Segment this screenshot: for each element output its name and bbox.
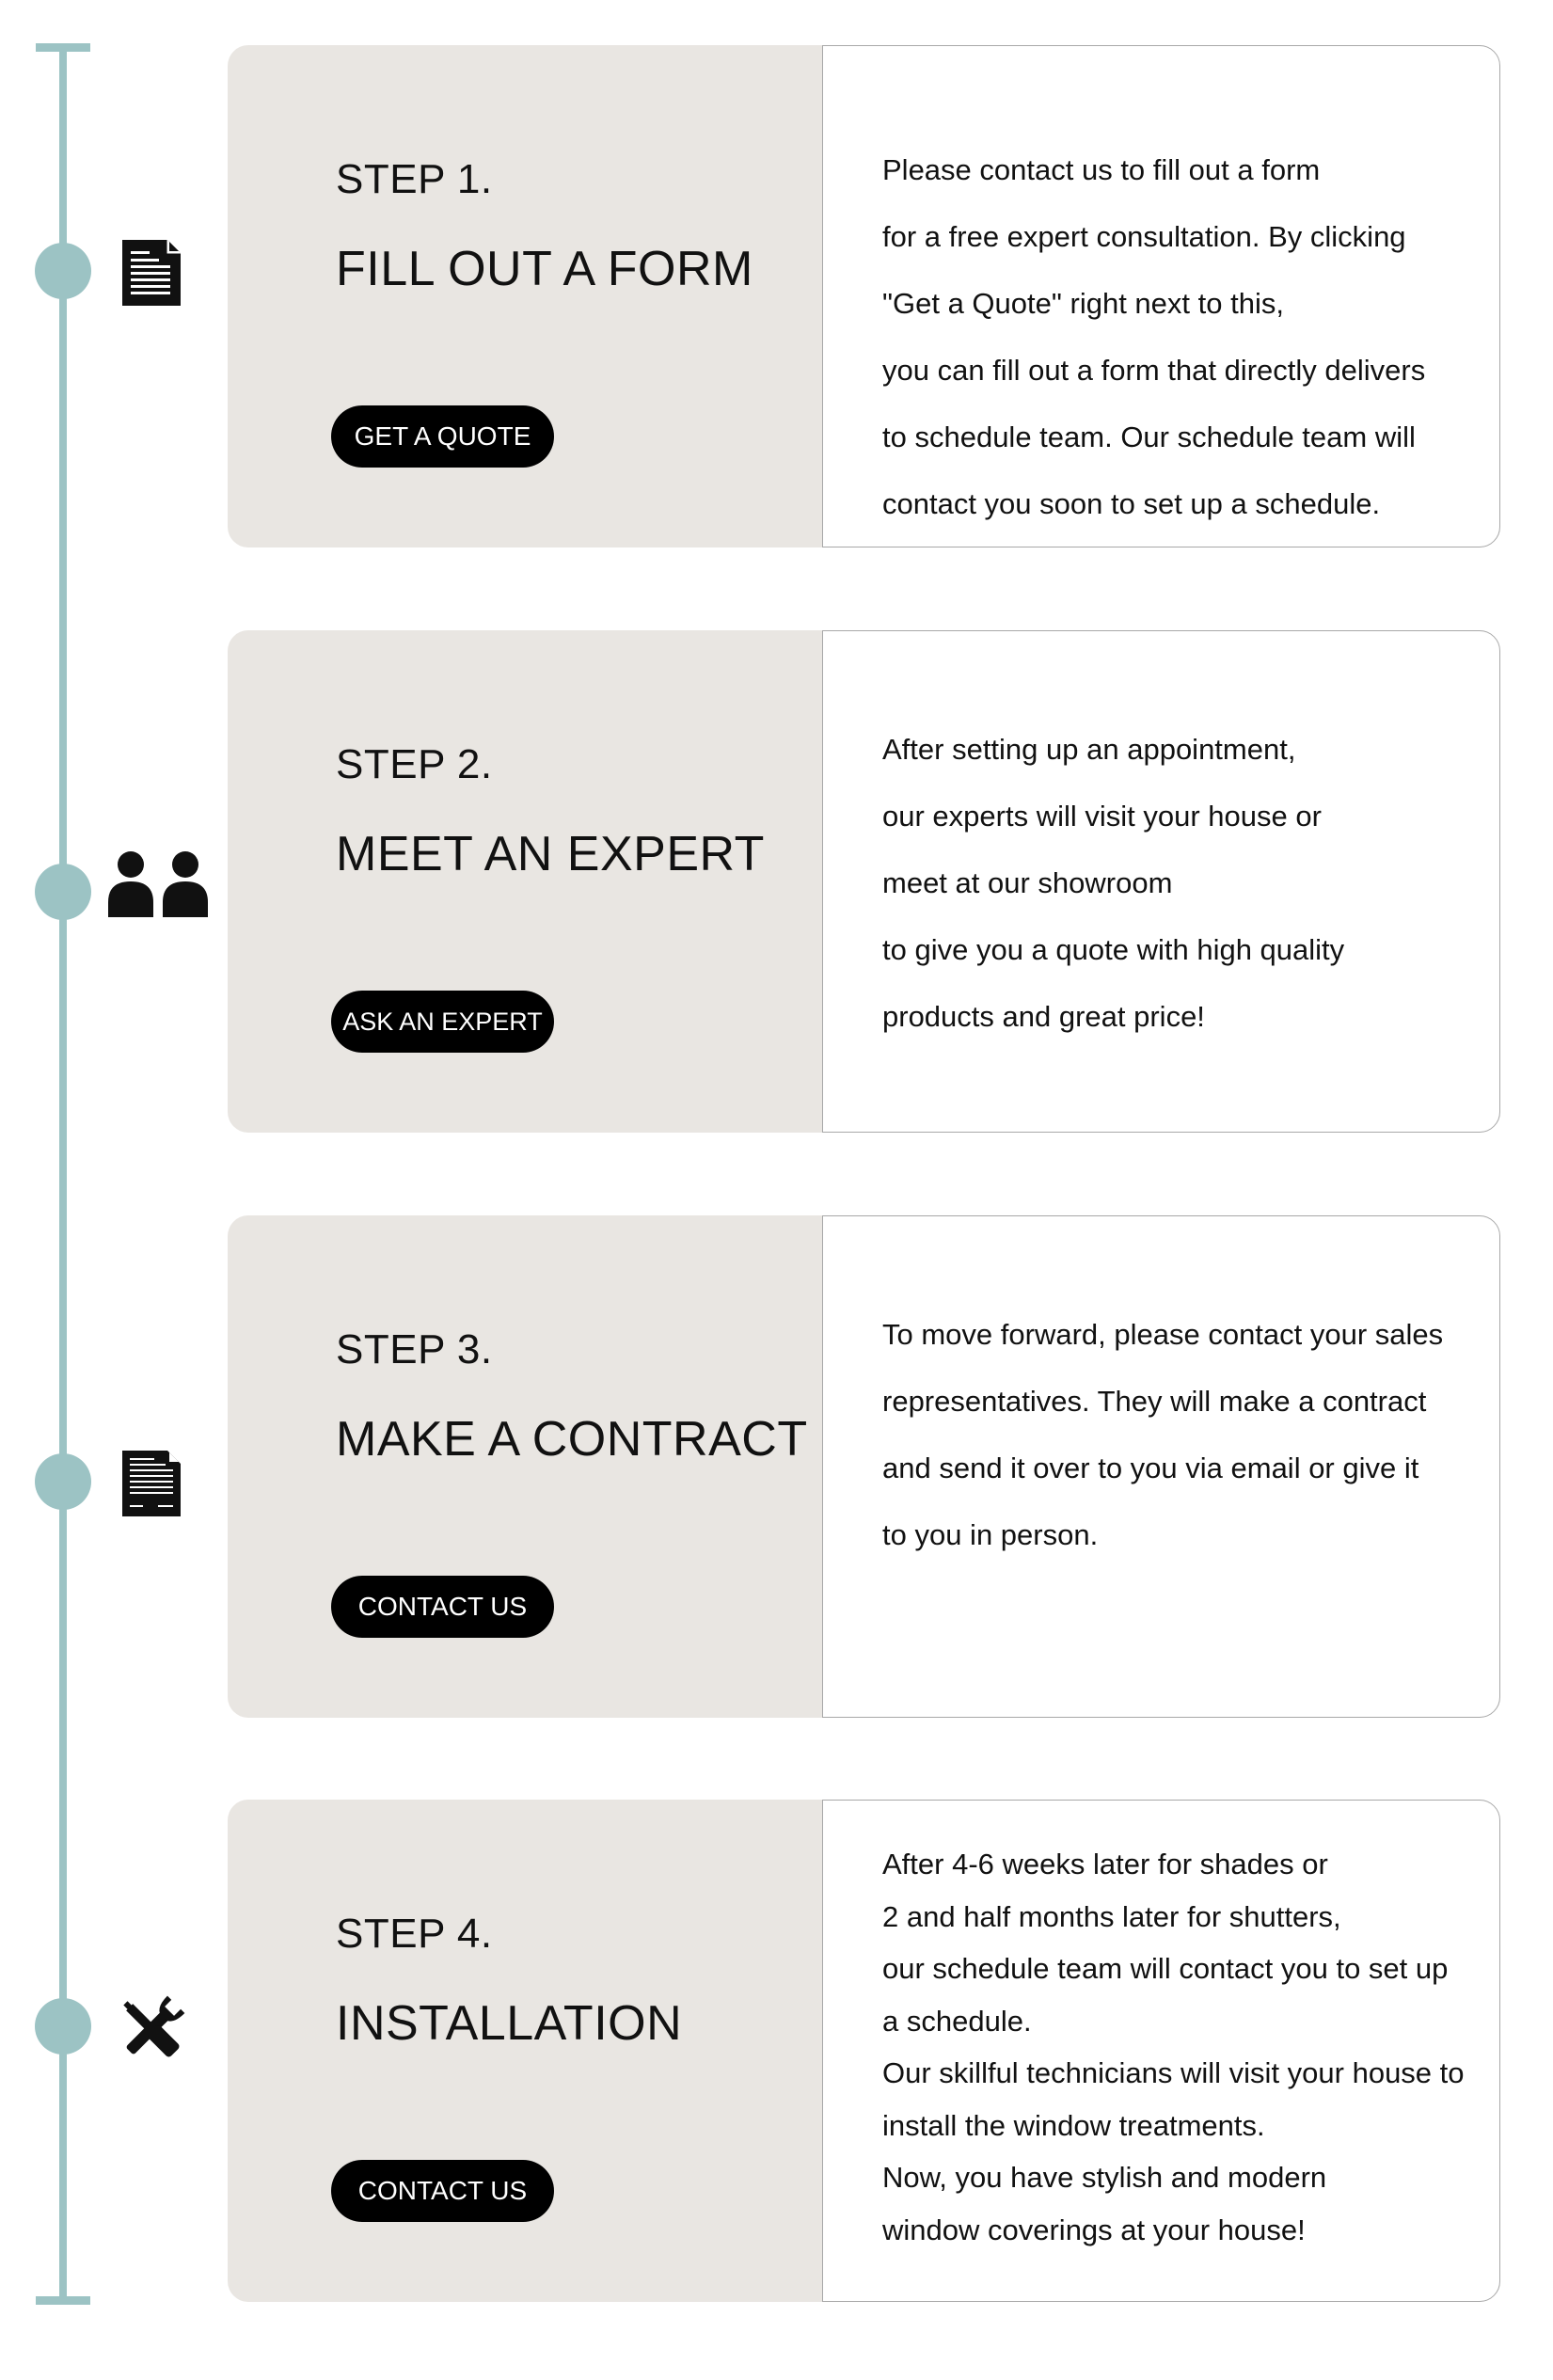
description-line: After 4-6 weeks later for shades or: [882, 1848, 1328, 1880]
step-description: [882, 1838, 1490, 2256]
step-description: [882, 716, 1490, 1050]
description-line: "Get a Quote" right next to this,: [882, 287, 1284, 320]
step-card-4-description-panel: [822, 1800, 1500, 2302]
timeline-dot-step-4: [35, 1998, 91, 2055]
step-card-2-description-panel: [822, 630, 1500, 1133]
step-label: STEP 3.: [336, 1326, 493, 1372]
step-card-3: [228, 1215, 1500, 1718]
description-line: our schedule team will contact you to set up: [882, 1952, 1449, 1985]
timeline-bottom-cap: [36, 2296, 90, 2305]
timeline-dot-step-3: [35, 1453, 91, 1510]
description-line: contact you soon to set up a schedule.: [882, 487, 1381, 520]
step-title: INSTALLATION: [336, 1996, 683, 2051]
description-line: Please contact us to fill out a form: [882, 153, 1321, 186]
description-line: and send it over to you via email or give it: [882, 1452, 1419, 1484]
description-line: you can fill out a form that directly delivers: [882, 354, 1426, 387]
get-a-quote-button[interactable]: GET A QUOTE: [331, 405, 554, 468]
description-line: our experts will visit your house or: [882, 800, 1322, 833]
description-line: products and great price!: [882, 1000, 1205, 1033]
contract-icon: [122, 1451, 181, 1516]
tools-icon: [115, 1992, 188, 2066]
step-card-1: [228, 45, 1500, 547]
description-line: To move forward, please contact your sales: [882, 1318, 1444, 1351]
timeline-dot-step-1: [35, 243, 91, 299]
timeline-dot-step-2: [35, 864, 91, 920]
description-line: install the window treatments.: [882, 2108, 1265, 2142]
step-card-4: [228, 1800, 1500, 2302]
description-line: for a free expert consultation. By clicking: [882, 220, 1406, 253]
description-line: to schedule team. Our schedule team will: [882, 420, 1416, 453]
description-line: 2 and half months later for shutters,: [882, 1899, 1341, 1933]
description-line: window coverings at your house!: [882, 2213, 1306, 2246]
description-line: to give you a quote with high quality: [882, 933, 1345, 966]
step-card-1-description-panel: [822, 45, 1500, 547]
description-line: Now, you have stylish and modern: [882, 2161, 1327, 2194]
document-icon: [122, 240, 181, 306]
people-icon: [108, 849, 208, 917]
description-line: representatives. They will make a contract: [882, 1385, 1427, 1418]
step-card-2-left-panel: [228, 630, 822, 1133]
timeline-top-cap: [36, 43, 90, 52]
step-title: FILL OUT A FORM: [336, 242, 753, 296]
step-label: STEP 1.: [336, 156, 493, 202]
description-line: to you in person.: [882, 1518, 1099, 1551]
step-label: STEP 2.: [336, 741, 493, 787]
step-title: MEET AN EXPERT: [336, 827, 765, 881]
contact-us-button[interactable]: CONTACT US: [331, 2160, 554, 2222]
step-card-4-left-panel: [228, 1800, 822, 2302]
contact-us-button[interactable]: CONTACT US: [331, 1576, 554, 1638]
step-card-3-left-panel: [228, 1215, 822, 1718]
description-line: Our skillful technicians will visit your house to: [882, 2056, 1465, 2089]
description-line: meet at our showroom: [882, 866, 1173, 899]
step-label: STEP 4.: [336, 1911, 493, 1957]
step-card-2: [228, 630, 1500, 1133]
ask-an-expert-button[interactable]: ASK AN EXPERT: [331, 991, 554, 1053]
timeline-line: [59, 47, 67, 2305]
description-line: a schedule.: [882, 2004, 1032, 2038]
step-card-3-description-panel: [822, 1215, 1500, 1718]
step-title: MAKE A CONTRACT: [336, 1412, 808, 1467]
step-description: [882, 136, 1490, 537]
description-line: After setting up an appointment,: [882, 733, 1296, 766]
step-description: [882, 1301, 1490, 1568]
step-card-1-left-panel: [228, 45, 822, 547]
